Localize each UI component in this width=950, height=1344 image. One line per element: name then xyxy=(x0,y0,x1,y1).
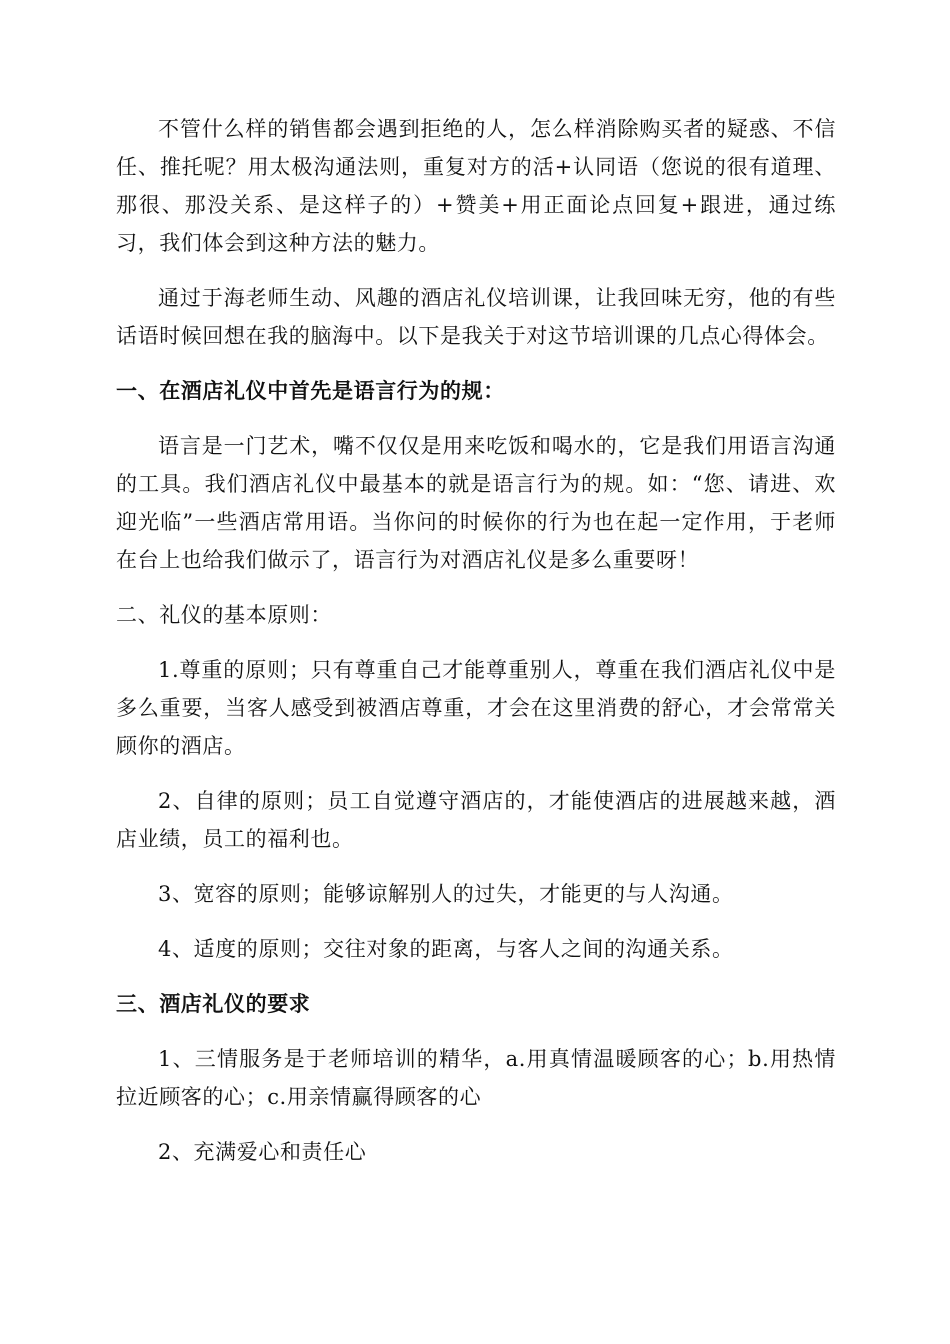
section-2-paragraph-2: 2、自律的原则；员工自觉遵守酒店的，才能使酒店的进展越来越，酒店业绩，员工的福利也。 xyxy=(116,789,836,851)
section-2-heading: 二、礼仪的基本原则： xyxy=(116,603,332,627)
section-2-paragraph-3: 3、宽容的原则；能够谅解别人的过失，才能更的与人沟通。 xyxy=(158,882,734,906)
intro-paragraph-1: 不管什么样的销售都会遇到拒绝的人，怎么样消除购买者的疑惑、不信任、推托呢？用太极沟通法则，重复对方的活+认同语（您说的很有道理、那很、那没关系、是这样子的）+赞美+用正面论点回复+跟进，通过练习，我们体会到这种方法的魅力。 xyxy=(116,117,836,255)
intro-paragraph-2: 通过于海老师生动、风趣的酒店礼仪培训课，让我回味无穷，他的有些话语时候回想在我的脑海中。以下是我关于对这节培训课的几点心得体会。 xyxy=(116,286,836,348)
section-2-paragraph-4: 4、适度的原则；交往对象的距离，与客人之间的沟通关系。 xyxy=(158,937,734,961)
section-3-paragraph-2: 2、充满爱心和责任心 xyxy=(158,1140,367,1164)
section-2-paragraph-1: 1.尊重的原则；只有尊重自己才能尊重别人，尊重在我们酒店礼仪中是多么重要，当客人感受到被酒店尊重，才会在这里消费的舒心，才会常常关顾你的酒店。 xyxy=(116,658,836,758)
section-3-heading: 三、酒店礼仪的要求 xyxy=(116,992,311,1016)
document-body xyxy=(116,110,836,1188)
section-1-heading: 一、在酒店礼仪中首先是语言行为的规： xyxy=(116,379,505,403)
section-1-paragraph-1: 语言是一门艺术，嘴不仅仅是用来吃饭和喝水的，它是我们用语言沟通的工具。我们酒店礼仪中最基本的就是语言行为的规。如：“您、请进、欢迎光临”一些酒店常用语。当你问的时候你的行为也在起一定作用，于老师在台上也给我们做示了，语言行为对酒店礼仪是多么重要呀！ xyxy=(116,434,836,572)
section-3-paragraph-1: 1、三情服务是于老师培训的精华，a.用真情温暖顾客的心；b.用热情拉近顾客的心；c.用亲情赢得顾客的心 xyxy=(116,1047,836,1109)
